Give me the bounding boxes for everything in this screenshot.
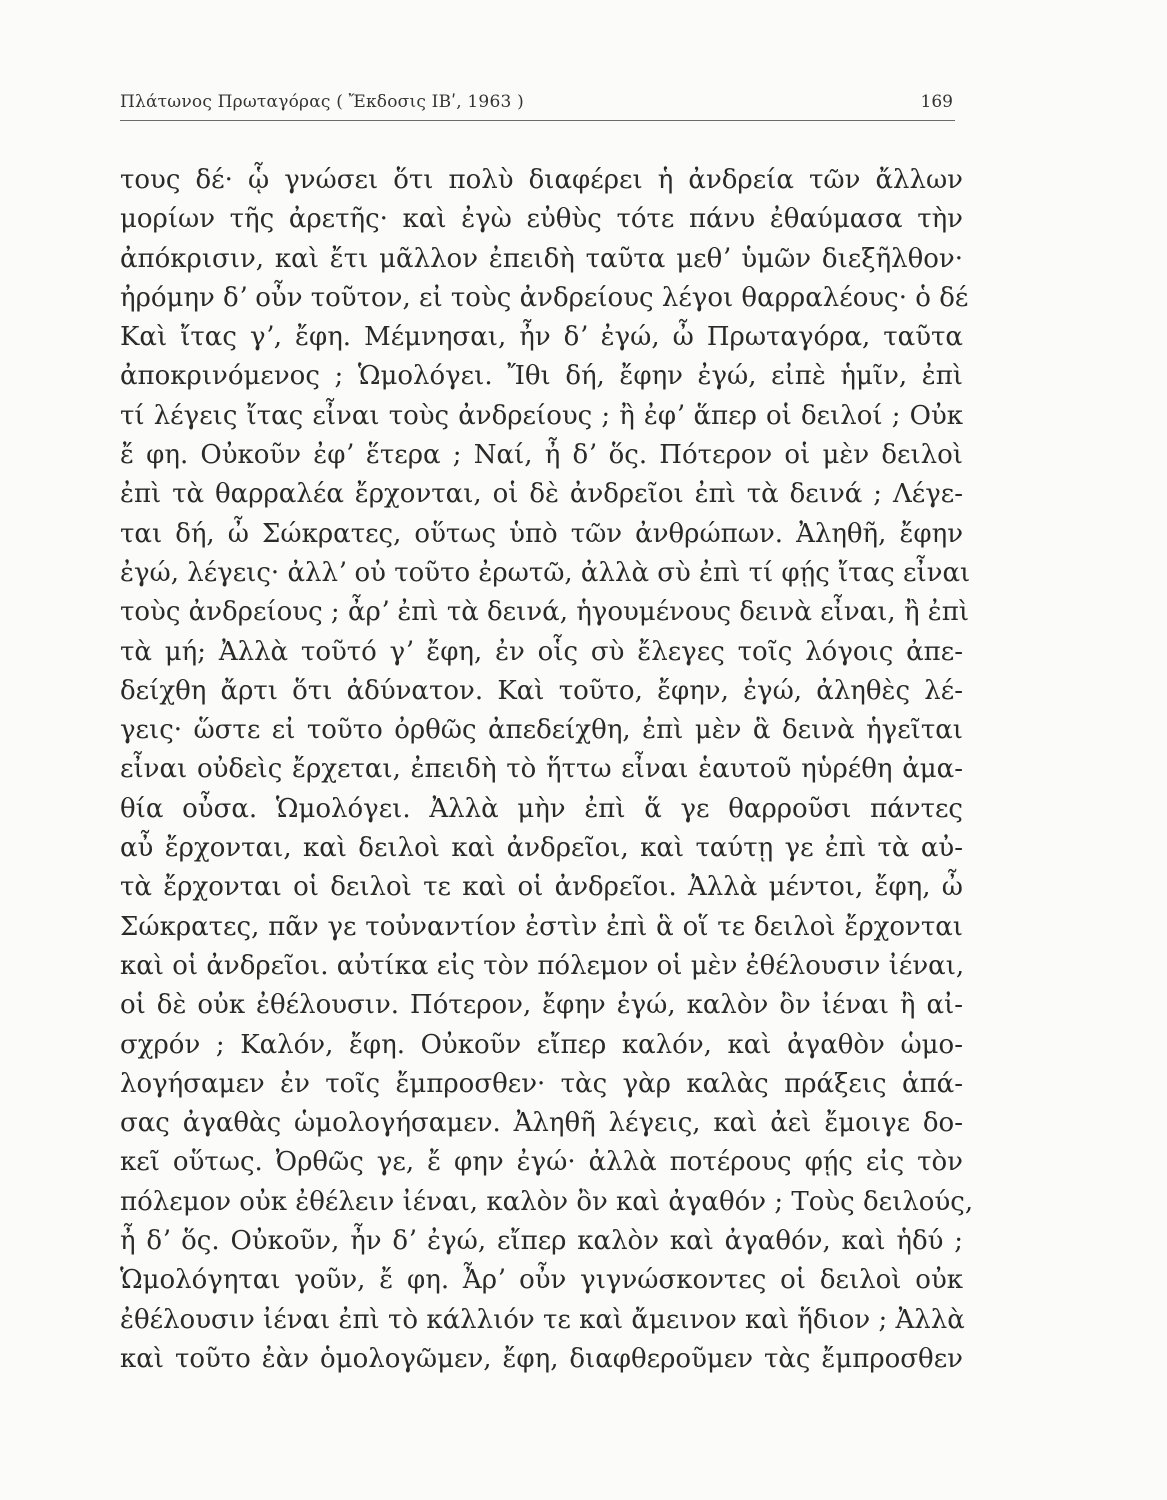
running-title: Πλάτωνος Πρωταγόρας ( Ἔκδοσις ΙΒʹ, 1963 ) bbox=[120, 92, 524, 112]
text-line: ἀποκρινόμενος ; Ὡμολόγει. Ἴθι δή, ἔφην ἐγώ, εἰπὲ ἡμῖν, ἐπὶ bbox=[120, 361, 963, 392]
text-line: δείχθη ἄρτι ὅτι ἀδύνατον. Καὶ τοῦτο, ἔφην, ἐγώ, ἀληθὲς λέ- bbox=[120, 675, 963, 706]
text-line: θία οὖσα. Ὡμολόγει. Ἀλλὰ μὴν ἐπὶ ἅ γε θαρροῦσι πάντες bbox=[120, 793, 963, 824]
text-line: γεις· ὥστε εἰ τοῦτο ὀρθῶς ἀπεδείχθη, ἐπὶ μὲν ἃ δεινὰ ἡγεῖται bbox=[120, 715, 963, 746]
text-line: οἱ δὲ οὐκ ἐθέλουσιν. Πότερον, ἔφην ἐγώ, καλὸν ὂν ἰέναι ἢ αἰ- bbox=[120, 990, 963, 1021]
text-line: τὰ μή; Ἀλλὰ τοῦτό γʼ ἔφη, ἐν οἷς σὺ ἔλεγες τοῖς λόγοις ἀπε- bbox=[120, 636, 963, 667]
text-line: Ὡμολόγηται γοῦν, ἔ φη. Ἆρʼ οὖν γιγνώσκοντες οἱ δειλοὶ οὐκ bbox=[120, 1265, 963, 1296]
text-line: κεῖ οὕτως. Ὀρθῶς γε, ἔ φην ἐγώ· ἀλλὰ ποτέρους φῄς εἰς τὸν bbox=[120, 1147, 963, 1178]
text-line: εἶναι οὐδεὶς ἔρχεται, ἐπειδὴ τὸ ἥττω εἶναι ἑαυτοῦ ηὑρέθη ἀμα- bbox=[120, 754, 963, 785]
text-line: σχρόν ; Καλόν, ἔφη. Οὐκοῦν εἴπερ καλόν, καὶ ἀγαθὸν ὡμο- bbox=[120, 1029, 963, 1060]
text-line: ἐπὶ τὰ θαρραλέα ἔρχονται, οἱ δὲ ἀνδρεῖοι ἐπὶ τὰ δεινά ; Λέγε- bbox=[120, 479, 963, 510]
text-line: ἀπόκρισιν, καὶ ἔτι μᾶλλον ἐπειδὴ ταῦτα μεθʼ ὑμῶν διεξῆλθον· bbox=[120, 243, 963, 274]
text-line: ἔ φη. Οὐκοῦν ἐφʼ ἕτερα ; Ναί, ἦ δʼ ὅς. Πότερον οἱ μὲν δειλοὶ bbox=[120, 440, 963, 471]
text-line: σας ἀγαθὰς ὡμολογήσαμεν. Ἀληθῆ λέγεις, καὶ ἀεὶ ἔμοιγε δο- bbox=[120, 1108, 963, 1139]
text-line: πόλεμον οὐκ ἐθέλειν ἰέναι, καλὸν ὂν καὶ ἀγαθόν ; Τοὺς δειλούς, bbox=[120, 1186, 974, 1217]
text-line: αὖ ἔρχονται, καὶ δειλοὶ καὶ ἀνδρεῖοι, καὶ ταύτῃ γε ἐπὶ τὰ αὐ- bbox=[120, 833, 963, 864]
text-line: ἐγώ, λέγεις· ἀλλʼ οὐ τοῦτο ἐρωτῶ, ἀλλὰ σὺ ἐπὶ τί φῄς ἴτας εἶναι bbox=[120, 557, 971, 588]
text-line: καὶ τοῦτο ἐὰν ὁμολογῶμεν, ἔφη, διαφθεροῦμεν τὰς ἔμπροσθεν bbox=[120, 1343, 963, 1374]
text-line: ἐθέλουσιν ἰέναι ἐπὶ τὸ κάλλιόν τε καὶ ἄμεινον καὶ ἥδιον ; Ἀλλὰ bbox=[120, 1304, 965, 1335]
text-line: ται δή, ὦ Σώκρατες, οὕτως ὑπὸ τῶν ἀνθρώπων. Ἀληθῆ, ἔφην bbox=[120, 518, 963, 549]
text-line: καὶ οἱ ἀνδρεῖοι. αὐτίκα εἰς τὸν πόλεμον οἱ μὲν ἐθέλουσιν ἰέναι, bbox=[120, 950, 965, 981]
text-line: τοὺς ἀνδρείους ; ἆρʼ ἐπὶ τὰ δεινά, ἡγουμένους δεινὰ εἶναι, ἢ ἐπὶ bbox=[120, 597, 970, 628]
text-line: ἠρόμην δʼ οὖν τοῦτον, εἰ τοὺς ἀνδρείους λέγοι θαρραλέους· ὁ δέ bbox=[120, 282, 969, 313]
text-line: ἦ δʼ ὅς. Οὐκοῦν, ἦν δʼ ἐγώ, εἴπερ καλὸν καὶ ἀγαθόν, καὶ ἡδύ ; bbox=[120, 1226, 963, 1257]
text-line: τί λέγεις ἴτας εἶναι τοὺς ἀνδρείους ; ἢ ἐφʼ ἅπερ οἱ δειλοί ; Οὐκ bbox=[120, 400, 963, 431]
text-line: Σώκρατες, πᾶν γε τοὐναντίον ἐστὶν ἐπὶ ἃ οἵ τε δειλοὶ ἔρχονται bbox=[120, 911, 963, 942]
text-line: τους δέ· ᾧ γνώσει ὅτι πολὺ διαφέρει ἡ ἀνδρεία τῶν ἄλλων bbox=[120, 165, 963, 195]
body-text bbox=[120, 161, 974, 1379]
text-line: λογήσαμεν ἐν τοῖς ἔμπροσθεν· τὰς γὰρ καλὰς πράξεις ἁπά- bbox=[120, 1068, 963, 1099]
running-head bbox=[120, 92, 955, 121]
page-number: 169 bbox=[920, 92, 953, 112]
text-line: τὰ ἔρχονται οἱ δειλοὶ τε καὶ οἱ ἀνδρεῖοι. Ἀλλὰ μέντοι, ἔφη, ὦ bbox=[120, 872, 963, 903]
text-line: Καὶ ἴτας γʼ, ἔφη. Μέμνησαι, ἦν δʼ ἐγώ, ὦ Πρωταγόρα, ταῦτα bbox=[120, 322, 963, 353]
text-line: μορίων τῆς ἀρετῆς· καὶ ἐγὼ εὐθὺς τότε πάνυ ἐθαύμασα τὴν bbox=[120, 204, 963, 235]
